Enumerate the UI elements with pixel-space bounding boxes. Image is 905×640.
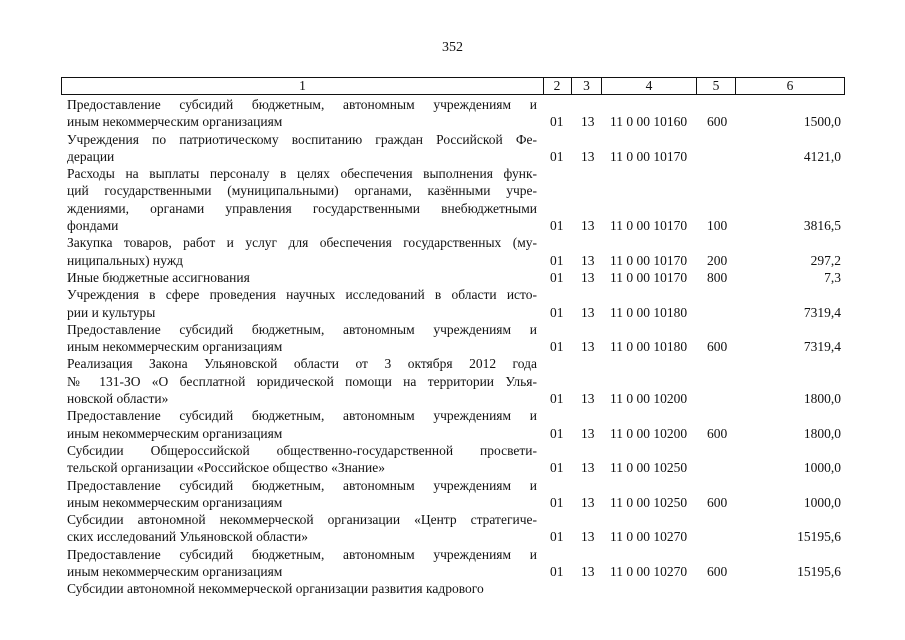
section-code: 01: [550, 114, 564, 130]
description-line: новской области»: [67, 391, 169, 407]
description-line: Субсидии автономной некоммерческой организации развития кадрового: [67, 581, 484, 597]
description-line: тельской организации «Российское общество «Знание»: [67, 460, 386, 476]
table-row: [0, 269, 905, 286]
expense-type-code: 200: [707, 252, 728, 268]
amount-value: 1800,0: [803, 425, 841, 441]
column-header-6: 6: [736, 77, 845, 95]
description-line: ских исследований Ульяновской области»: [67, 529, 309, 545]
description-line: Реализация Закона Ульяновской области от 3 октября 2012 года: [67, 356, 537, 372]
target-article-code: 11 0 00 10270: [610, 564, 688, 580]
section-code: 01: [550, 252, 564, 268]
description-line: Предоставление субсидий бюджетным, автономным учреждениям и: [67, 546, 537, 562]
column-header-4: 4: [602, 77, 697, 95]
subsection-code: 13: [581, 460, 595, 476]
section-code: 01: [550, 425, 564, 441]
row-codes: [0, 113, 905, 130]
subsection-code: 13: [581, 425, 595, 441]
target-article-code: 11 0 00 10200: [610, 391, 688, 407]
description-line: Предоставление субсидий бюджетным, автономным учреждениям и: [67, 408, 537, 424]
amount-value: 1000,0: [803, 494, 841, 510]
description-line: ниципальных) нужд: [67, 252, 184, 268]
target-article-code: 11 0 00 10180: [610, 304, 688, 320]
expense-type-code: 600: [707, 425, 728, 441]
amount-value: 15195,6: [797, 529, 841, 545]
expense-type-code: 600: [707, 114, 728, 130]
description-line: иным некоммерческим организациям: [67, 494, 283, 510]
description-line: Субсидии Общероссийской общественно-государственной просвети-: [67, 442, 537, 458]
table-row: [0, 477, 905, 512]
description-line: Расходы на выплаты персоналу в целях обеспечения выполнения функ-: [67, 166, 537, 182]
section-code: 01: [550, 148, 564, 164]
amount-value: 3816,5: [803, 218, 841, 234]
expense-type-code: 100: [707, 218, 728, 234]
section-code: 01: [550, 529, 564, 545]
section-code: 01: [550, 391, 564, 407]
target-article-code: 11 0 00 10270: [610, 529, 688, 545]
subsection-code: 13: [581, 494, 595, 510]
table-row: [0, 96, 905, 131]
subsection-code: 13: [581, 218, 595, 234]
description-line: Предоставление субсидий бюджетным, автономным учреждениям и: [67, 477, 537, 493]
row-codes: [0, 494, 905, 511]
amount-value: 7319,4: [803, 339, 841, 355]
description-line: фондами: [67, 218, 119, 234]
description-line: Предоставление субсидий бюджетным, автономным учреждениям и: [67, 97, 537, 112]
subsection-code: 13: [581, 269, 595, 285]
target-article-code: 11 0 00 10250: [610, 460, 688, 476]
amount-value: 4121,0: [803, 148, 841, 164]
table-row: [0, 321, 905, 356]
section-code: 01: [550, 494, 564, 510]
expense-type-code: 600: [707, 494, 728, 510]
table-row: [0, 234, 905, 269]
amount-value: 1000,0: [803, 460, 841, 476]
amount-value: 7,3: [824, 269, 841, 285]
subsection-code: 13: [581, 304, 595, 320]
column-header-1: 1: [61, 77, 544, 95]
description-line: ждениями, органами управления государственными внебюджетными: [67, 200, 537, 216]
column-header-3: 3: [572, 77, 602, 95]
table-row: [0, 546, 905, 581]
description-line: Учреждения по патриотическому воспитанию граждан Российской Фе-: [67, 131, 537, 147]
table-row: [0, 442, 905, 477]
description-line: Учреждения в сфере проведения научных исследований в области исто-: [67, 287, 537, 303]
description-line: иным некоммерческим организациям: [67, 114, 283, 130]
section-code: 01: [550, 269, 564, 285]
amount-value: 1800,0: [803, 391, 841, 407]
amount-value: 15195,6: [797, 564, 841, 580]
target-article-code: 11 0 00 10200: [610, 425, 688, 441]
row-codes: [0, 269, 905, 286]
subsection-code: 13: [581, 564, 595, 580]
description-line: Иные бюджетные ассигнования: [67, 269, 250, 285]
row-codes: [0, 563, 905, 580]
row-codes: [0, 252, 905, 269]
section-code: 01: [550, 218, 564, 234]
budget-table-body: [0, 96, 905, 598]
table-row: [0, 355, 905, 407]
description-line: ций государственными (муниципальными) органами, казёнными учре-: [67, 183, 537, 199]
target-article-code: 11 0 00 10170: [610, 269, 688, 285]
target-article-code: 11 0 00 10180: [610, 339, 688, 355]
amount-value: 297,2: [810, 252, 841, 268]
target-article-code: 11 0 00 10250: [610, 494, 688, 510]
subsection-code: 13: [581, 391, 595, 407]
target-article-code: 11 0 00 10170: [610, 148, 688, 164]
row-codes: [0, 338, 905, 355]
table-row: [0, 165, 905, 234]
description-line: Закупка товаров, работ и услуг для обеспечения государственных (му-: [67, 235, 537, 251]
table-row: [0, 407, 905, 442]
row-codes: [0, 425, 905, 442]
table-row: [0, 580, 905, 597]
subsection-code: 13: [581, 114, 595, 130]
row-codes: [0, 459, 905, 476]
column-header-2: 2: [543, 77, 572, 95]
row-codes: [0, 148, 905, 165]
description-line: иным некоммерческим организациям: [67, 564, 283, 580]
column-header-5: 5: [697, 77, 736, 95]
amount-value: 7319,4: [803, 304, 841, 320]
description-line: № 131-ЗО «О бесплатной юридической помощи на территории Улья-: [67, 373, 537, 389]
expense-type-code: 600: [707, 339, 728, 355]
target-article-code: 11 0 00 10170: [610, 252, 688, 268]
page-number: 352: [442, 40, 463, 55]
row-codes: [0, 217, 905, 234]
subsection-code: 13: [581, 148, 595, 164]
row-codes: [0, 304, 905, 321]
subsection-code: 13: [581, 252, 595, 268]
description-line: иным некоммерческим организациям: [67, 339, 283, 355]
expense-type-code: 800: [707, 269, 728, 285]
description-line: дерации: [67, 148, 115, 164]
subsection-code: 13: [581, 529, 595, 545]
description-line: иным некоммерческим организациям: [67, 425, 283, 441]
section-code: 01: [550, 564, 564, 580]
description-line: рии и культуры: [67, 304, 156, 320]
expense-type-code: 600: [707, 564, 728, 580]
target-article-code: 11 0 00 10160: [610, 114, 688, 130]
section-code: 01: [550, 304, 564, 320]
table-row: [0, 131, 905, 166]
section-code: 01: [550, 460, 564, 476]
target-article-code: 11 0 00 10170: [610, 218, 688, 234]
table-row: [0, 511, 905, 546]
section-code: 01: [550, 339, 564, 355]
subsection-code: 13: [581, 339, 595, 355]
row-codes: [0, 528, 905, 545]
row-codes: [0, 580, 905, 597]
row-codes: [0, 390, 905, 407]
table-row: [0, 286, 905, 321]
amount-value: 1500,0: [803, 114, 841, 130]
description-line: Предоставление субсидий бюджетным, автономным учреждениям и: [67, 321, 537, 337]
description-line: Субсидии автономной некоммерческой организации «Центр стратегиче-: [67, 512, 537, 528]
